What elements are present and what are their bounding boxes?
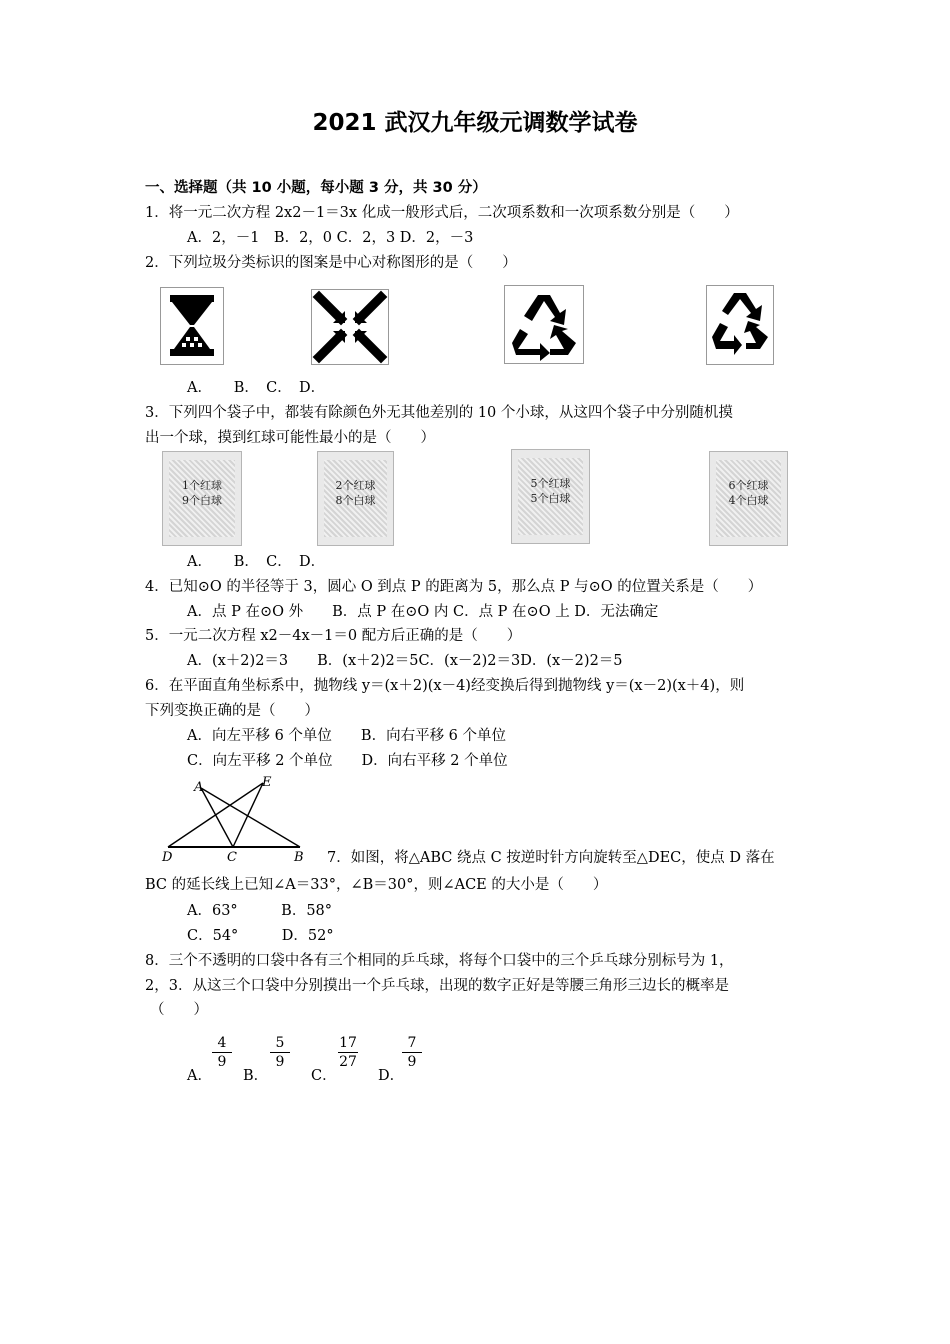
- bag-label: 6个红球: [728, 479, 769, 492]
- question-5-stem: 5．一元二次方程 x2－4x－1＝0 配方后正确的是（ ）: [145, 628, 522, 644]
- option-letter: B．: [243, 1068, 269, 1084]
- fraction-option-b: [268, 1035, 292, 1070]
- bag-label: 5个白球: [530, 492, 571, 505]
- page-title: 2021 武汉九年级元调数学试卷: [312, 110, 638, 136]
- bag-label: 1个红球: [182, 479, 222, 492]
- question-3-stem-line2: 出一个球，摸到红球可能性最小的是（ ）: [145, 430, 435, 446]
- fraction-numerator: 5: [275, 1035, 285, 1051]
- question-8-stem-line3: （ ）: [150, 1002, 208, 1018]
- question-7-stem-line2: BC 的延长线上已知∠A＝33°，∠B＝30°，则∠ACE 的大小是（ ）: [145, 877, 608, 893]
- option-letter: D．: [378, 1068, 405, 1084]
- fraction-option-c: [336, 1035, 360, 1070]
- question-2-stem: 2．下列垃圾分类标识的图案是中心对称图形的是（ ）: [145, 255, 517, 271]
- point-label-b: B: [294, 850, 304, 864]
- option-letter: A．: [187, 1068, 212, 1084]
- fraction-numerator: 17: [339, 1035, 357, 1051]
- fraction-denominator: 27: [339, 1054, 357, 1070]
- bag-label: 5个红球: [530, 477, 571, 490]
- point-label-a: A: [194, 780, 204, 795]
- question-7-stem-line1: 7．如图，将△ABC 绕点 C 按逆时针方向旋转至△DEC，使点 D 落在: [327, 850, 775, 866]
- fraction-numerator: 4: [217, 1035, 227, 1051]
- ball-bag-image: [317, 451, 394, 546]
- ball-bag-image: [511, 449, 590, 544]
- inward-arrows-symbol-image: [311, 289, 389, 365]
- fraction-denominator: 9: [407, 1054, 417, 1070]
- fraction-option-d: [400, 1035, 424, 1070]
- question-2-options: A． B． C． D．: [187, 380, 326, 396]
- question-8-stem-line2: 2，3．从这三个口袋中分别摸出一个乒乓球，出现的数字正好是等腰三角形三边长的概率是: [145, 978, 729, 994]
- question-3-stem-line1: 3．下列四个袋子中，都装有除颜色外无其他差别的 10 个小球，从这四个袋子中分别随机摸: [145, 405, 733, 421]
- question-7-options-line2: C．54° D．52°: [187, 928, 334, 944]
- ball-bag-image: [709, 451, 788, 546]
- ball-bag-image: [162, 451, 242, 546]
- fraction-denominator: 9: [275, 1054, 285, 1070]
- fraction-denominator: 9: [217, 1054, 227, 1070]
- fraction-option-a: [210, 1035, 234, 1070]
- fraction-numerator: 7: [407, 1035, 417, 1051]
- question-4-options: A．点 P 在⊙O 外 B．点 P 在⊙O 内 C．点 P 在⊙O 上 D．无法确定: [187, 604, 659, 620]
- question-8-stem-line1: 8．三个不透明的口袋中各有三个相同的乒乓球，将每个口袋中的三个乒乓球分别标号为 1，: [145, 953, 734, 969]
- question-5-options: A．(x＋2)2＝3 B．(x＋2)2＝5C．(x－2)2＝3D．(x－2)2＝5: [187, 653, 623, 669]
- point-label-c: C: [227, 850, 237, 864]
- recycle-triangle-symbol-image: [504, 285, 584, 364]
- question-7-options-line1: A．63° B．58°: [187, 903, 333, 919]
- bag-label: 4个白球: [728, 494, 769, 507]
- bag-label: 8个白球: [335, 494, 376, 507]
- recycle-arrows-symbol-image: [706, 285, 774, 365]
- triangle-rotation-figure: [158, 774, 318, 864]
- question-6-options-line2: C．向左平移 2 个单位 D．向右平移 2 个单位: [187, 753, 508, 769]
- point-label-e: E: [262, 775, 272, 790]
- question-1-stem: 1．将一元二次方程 2x2－1＝3x 化成一般形式后，二次项系数和一次项系数分别是（ ）: [145, 205, 739, 221]
- question-6-stem-line1: 6．在平面直角坐标系中，抛物线 y＝(x＋2)(x－4)经变换后得到抛物线 y＝(x－2)(x＋4)，则: [145, 678, 745, 694]
- option-letter: C．: [311, 1068, 337, 1084]
- hourglass-symbol-image: [160, 287, 224, 365]
- bag-label: 9个白球: [182, 494, 222, 507]
- question-1-options: A．2，－1 B．2，0 C．2，3 D．2，－3: [187, 230, 474, 246]
- question-6-options-line1: A．向左平移 6 个单位 B．向右平移 6 个单位: [187, 728, 507, 744]
- question-3-options: A． B． C． D．: [187, 554, 326, 570]
- bag-label: 2个红球: [335, 479, 376, 492]
- question-6-stem-line2: 下列变换正确的是（ ）: [145, 703, 319, 719]
- question-4-stem: 4．已知⊙O 的半径等于 3，圆心 O 到点 P 的距离为 5，那么点 P 与⊙O 的位置关系是（ ）: [145, 579, 763, 595]
- section-heading: 一、选择题（共 10 小题，每小题 3 分，共 30 分）: [145, 180, 487, 196]
- point-label-d: D: [162, 850, 173, 864]
